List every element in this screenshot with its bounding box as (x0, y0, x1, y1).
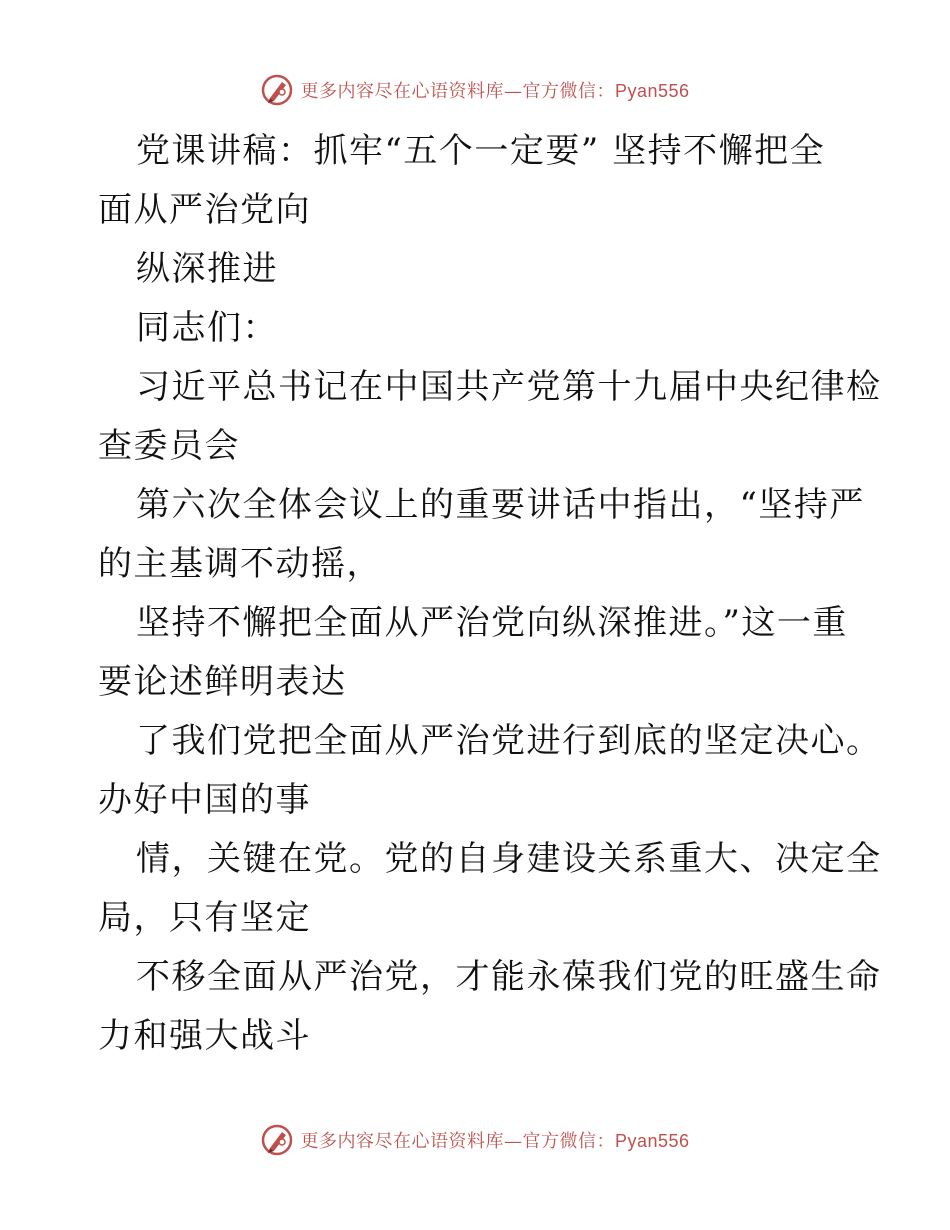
document-line: 查委员会 (98, 426, 240, 466)
document-line: 同志们： (136, 308, 278, 348)
document-line: 党课讲稿：抓牢“五个一定要” 坚持不懈把全 (136, 131, 826, 171)
header-banner-content (260, 73, 689, 107)
wechat-id: Pyan556 (614, 81, 690, 101)
document-line: 局，只有坚定 (98, 898, 311, 938)
document-line: 习近平总书记在中国共产党第十九届中央纪律检 (136, 367, 882, 407)
document-line: 情，关键在党。党的自身建设关系重大、决定全 (136, 839, 882, 879)
document-line: 的主基调不动摇， (98, 544, 382, 584)
header-banner (0, 70, 950, 110)
footer-banner-content (260, 1123, 689, 1157)
footer-banner-text: 更多内容尽在心语资料库—官方微信：Pyan556 (300, 1131, 690, 1152)
document-line: 力和强大战斗 (98, 1016, 311, 1056)
pen-logo-icon (260, 1123, 294, 1157)
document-line: 坚持不懈把全面从严治党向纵深推进。”这一重 (136, 603, 848, 643)
document-body (98, 122, 882, 1066)
document-line: 了我们党把全面从严治党进行到底的坚定决心。 (136, 721, 882, 761)
header-banner-text: 更多内容尽在心语资料库—官方微信：Pyan556 (300, 81, 690, 102)
footer-banner (0, 1120, 950, 1160)
pen-logo-icon (260, 73, 294, 107)
document-line: 要论述鲜明表达 (98, 662, 347, 702)
document-line: 办好中国的事 (98, 780, 311, 820)
document-line: 纵深推进 (136, 249, 278, 289)
document-line: 第六次全体会议上的重要讲话中指出，“坚持严 (136, 485, 865, 525)
document-line: 不移全面从严治党，才能永葆我们党的旺盛生命 (136, 957, 882, 997)
document-line: 面从严治党向 (98, 190, 311, 230)
wechat-id: Pyan556 (614, 1131, 690, 1151)
